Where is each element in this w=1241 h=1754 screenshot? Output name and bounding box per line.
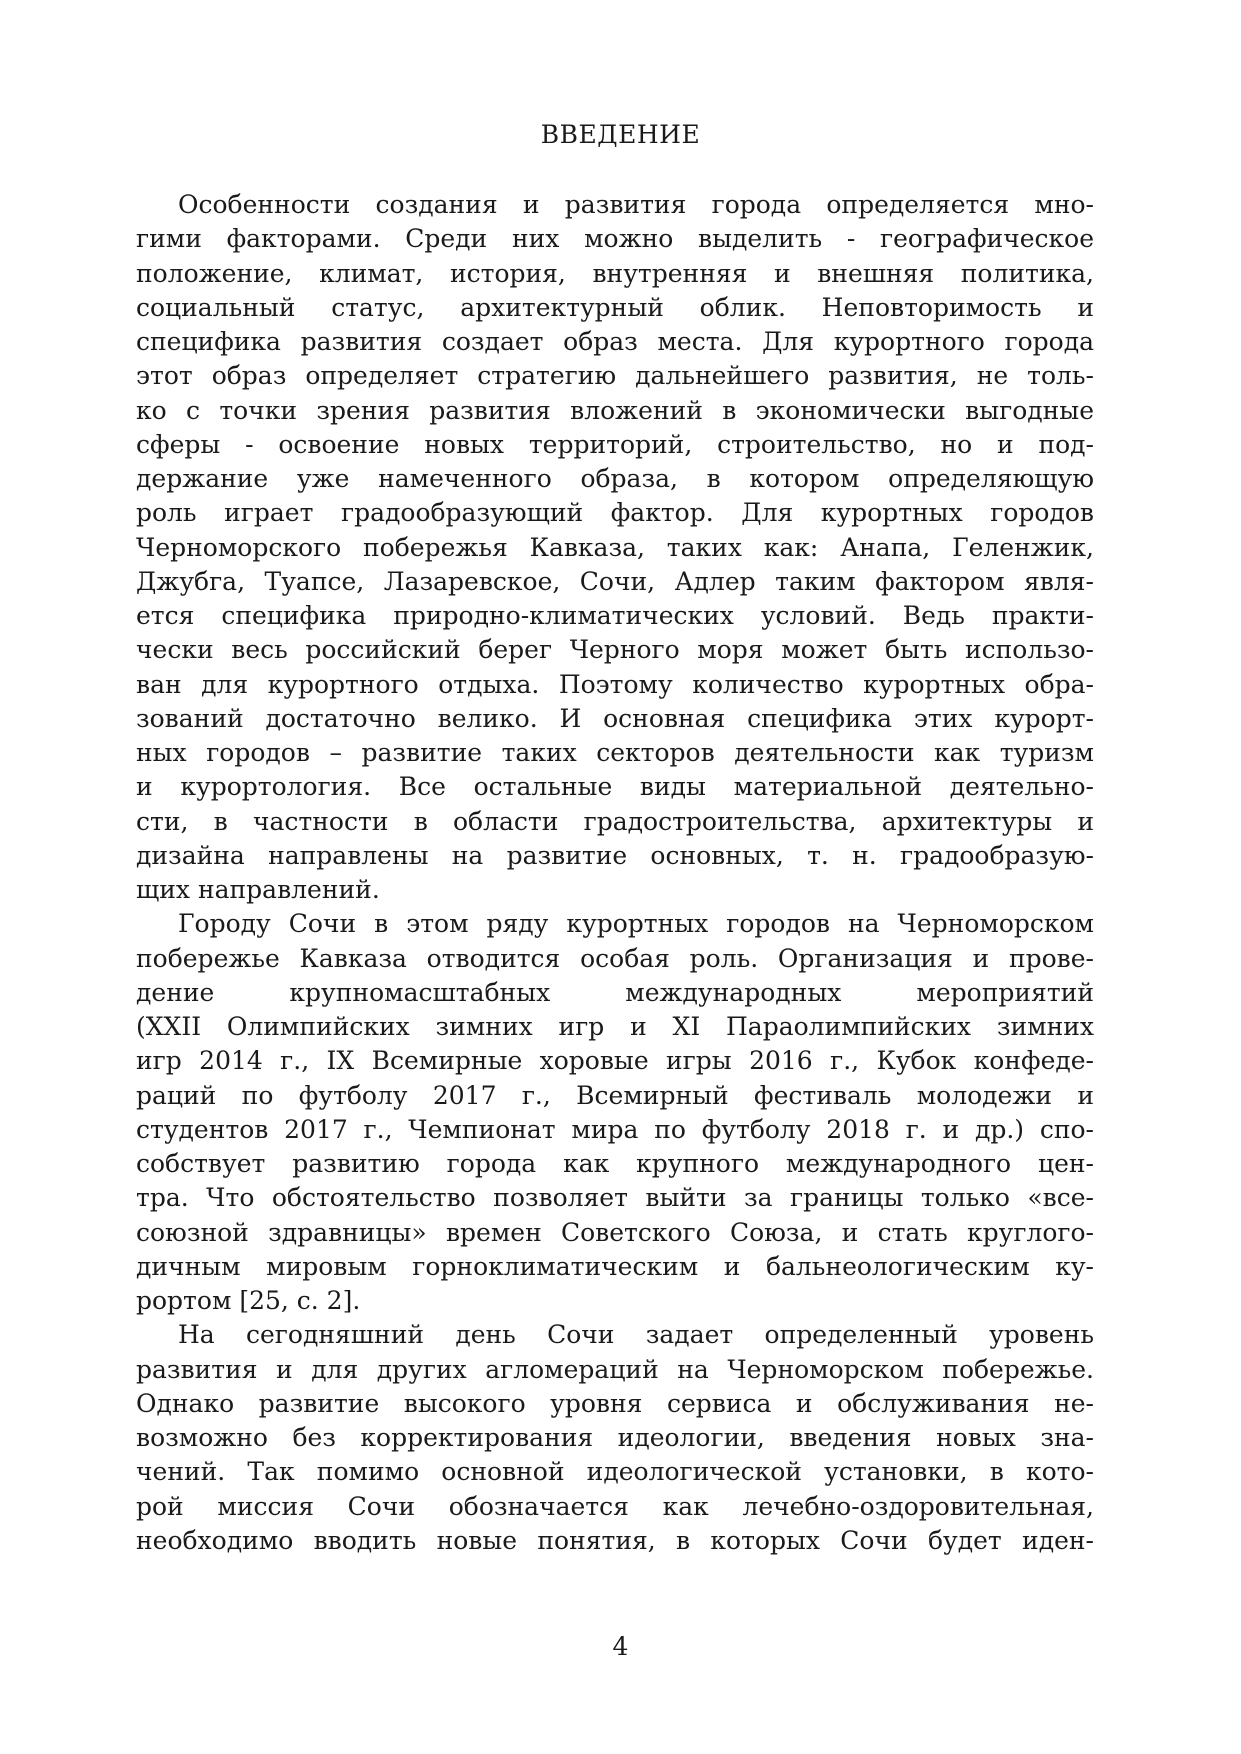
text-line: развития и для других агломераций на Черноморском побережье. xyxy=(136,1354,1094,1384)
text-line: возможно без корректирования идеологии, введения новых зна- xyxy=(136,1423,1094,1452)
text-line: роль играет градообразующий фактор. Для курортных городов xyxy=(136,498,1094,528)
text-line: Городу Сочи в этом ряду курортных городов на Черноморском xyxy=(178,909,1094,939)
text-line: раций по футболу 2017 г., Всемирный фестиваль молодежи и xyxy=(136,1080,1094,1110)
text-line: Особенности создания и развития города определяется мно- xyxy=(178,190,1094,219)
text-line: Однако развитие высокого уровня сервиса и обслуживания не- xyxy=(136,1388,1094,1418)
text-line: сферы - освоение новых территорий, строительство, но и под- xyxy=(136,429,1094,459)
text-line: (XXII Олимпийских зимних игр и XI Параолимпийских зимних xyxy=(136,1012,1094,1041)
text-line: тра. Что обстоятельство позволяет выйти за границы только «все- xyxy=(136,1183,1094,1213)
text-line: чений. Так помимо основной идеологической установки, в кото- xyxy=(136,1457,1094,1487)
text-line: собствует развитию города как крупного международного цен- xyxy=(136,1149,1094,1178)
body-text xyxy=(136,188,1094,1558)
text-line: необходимо вводить новые понятия, в которых Сочи будет иден- xyxy=(136,1525,1094,1555)
paragraph xyxy=(136,907,1094,1318)
text-line: специфика развития создает образ места. Для курортного города xyxy=(136,327,1094,356)
text-line: положение, климат, история, внутренняя и внешняя политика, xyxy=(136,258,1094,288)
text-line: ных городов – развитие таких секторов деятельности как туризм xyxy=(136,738,1094,767)
paragraph xyxy=(136,188,1094,907)
text-line: Черноморского побережья Кавказа, таких как: Анапа, Геленжик, xyxy=(136,532,1094,562)
text-line: дичным мировым горноклиматическим и бальнеологическим ку- xyxy=(136,1251,1094,1281)
text-line: гими факторами. Среди них можно выделить - географическое xyxy=(136,224,1094,254)
text-line: держание уже намеченного образа, в котором определяющую xyxy=(136,464,1094,493)
text-line: рой миссия Сочи обозначается как лечебно-оздоровительная, xyxy=(136,1491,1094,1521)
text-line: ван для курортного отдыха. Поэтому количество курортных обра- xyxy=(136,669,1094,699)
text-line: побережье Кавказа отводится особая роль. Организация и прове- xyxy=(136,943,1094,973)
page-number: 4 xyxy=(612,1632,629,1661)
text-line: чески весь российский берег Черного моря может быть использо- xyxy=(136,635,1094,665)
text-line: зований достаточно велико. И основная специфика этих курорт- xyxy=(136,703,1094,733)
text-line: рортом [25, с. 2]. xyxy=(136,1286,361,1315)
text-line: и курортология. Все остальные виды материальной деятельно- xyxy=(136,772,1094,802)
text-line: игр 2014 г., IX Всемирные хоровые игры 2016 г., Кубок конфеде- xyxy=(136,1046,1094,1076)
text-line: Джубга, Туапсе, Лазаревское, Сочи, Адлер таким фактором явля- xyxy=(136,566,1094,596)
text-line: ется специфика природно-климатических условий. Ведь практи- xyxy=(136,601,1094,630)
text-line: щих направлений. xyxy=(136,875,380,904)
text-line: сти, в частности в области градостроительства, архитектуры и xyxy=(136,806,1094,836)
text-line: ко с точки зрения развития вложений в экономически выгодные xyxy=(136,395,1094,425)
text-line: социальный статус, архитектурный облик. Неповторимость и xyxy=(136,292,1094,322)
paragraph xyxy=(136,1318,1094,1558)
section-heading: ВВЕДЕНИЕ xyxy=(540,120,701,149)
text-line: этот образ определяет стратегию дальнейшего развития, не толь- xyxy=(136,361,1094,391)
text-line: дизайна направлены на развитие основных, т. н. градообразую- xyxy=(136,840,1094,870)
text-line: На сегодняшний день Сочи задает определенный уровень xyxy=(178,1320,1094,1350)
text-line: союзной здравницы» времен Советского Союза, и стать круглого- xyxy=(136,1217,1094,1247)
text-line: дение крупномасштабных международных мероприятий xyxy=(136,977,1094,1007)
text-line: студентов 2017 г., Чемпионат мира по футболу 2018 г. и др.) спо- xyxy=(136,1114,1094,1144)
